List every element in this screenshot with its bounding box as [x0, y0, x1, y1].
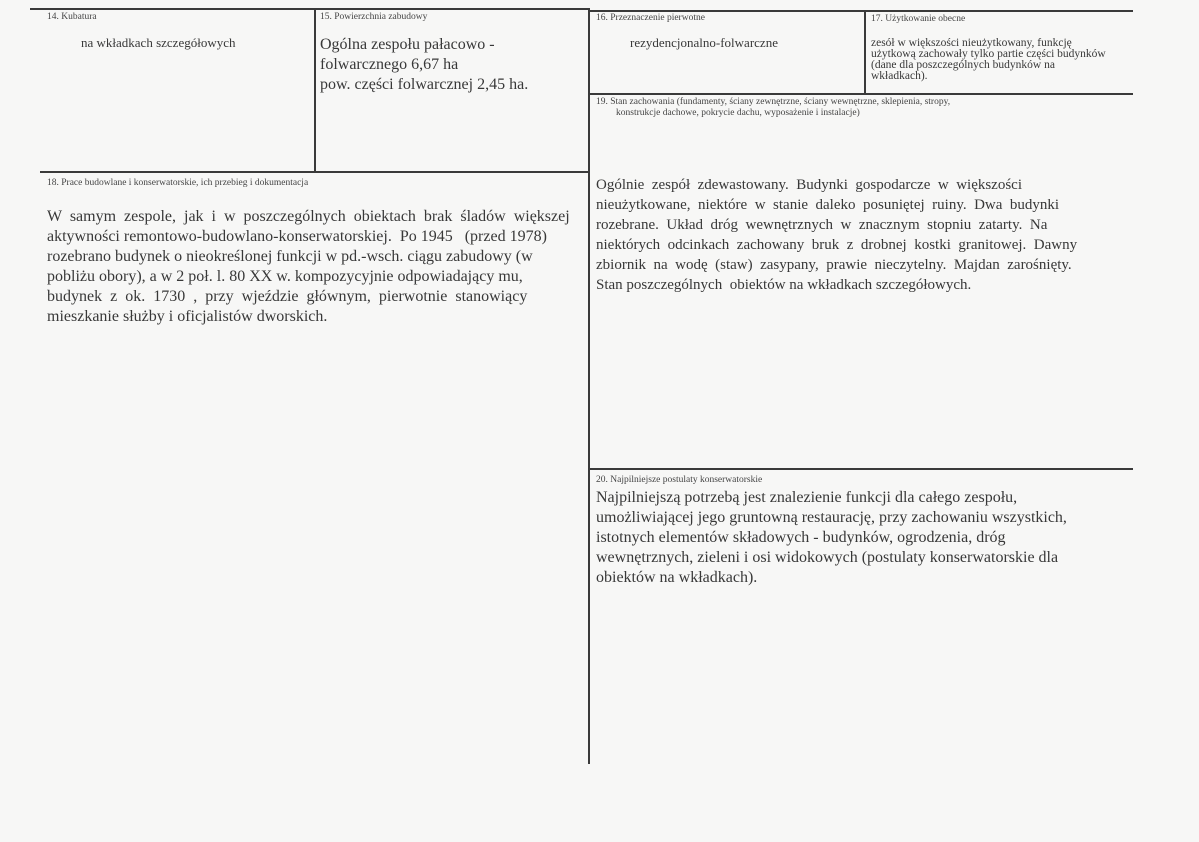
field-15-line: folwarcznego 6,67 ha: [320, 56, 459, 73]
field-19-line: niektórych odcinkach zachowany bruk z drobnej kostki granitowej. Dawny: [596, 237, 1078, 253]
field-16-label: 16. Przeznaczenie pierwotne: [596, 13, 705, 23]
field-19-line: Stan poszczególnych obiektów na wkładkach szczegółowych.: [596, 277, 972, 293]
field-15-powierzchnia: [320, 12, 584, 95]
field-19-stan-zachowania: [596, 97, 1132, 119]
main-vertical-divider: [588, 8, 590, 764]
rule-above-20: [590, 468, 1133, 470]
field-18-line: budynek z ok. 1730 , przy wjeździe głównym, pierwotnie stanowiący: [47, 288, 528, 305]
field-17-line: użytkową zachowały tylko partie części budynków: [871, 48, 1106, 60]
field-20-label: 20. Najpilniejsze postulaty konserwatorskie: [596, 475, 763, 485]
field-18-line: rozebrano budynek o nieokreślonej funkcji w pd.-wsch. ciągu zabudowy (w: [47, 248, 533, 265]
field-14-label: 14. Kubatura: [47, 12, 97, 22]
field-18-line: aktywności remontowo-budowlano-konserwatorskiej. Po 1945 (przed 1978): [47, 228, 547, 245]
field-15-line: pow. części folwarcznej 2,45 ha.: [320, 76, 529, 93]
field-16-value: rezydencjonalno-folwarczne: [630, 35, 778, 50]
top-border-left: [30, 8, 590, 10]
field-16-przeznaczenie: [596, 13, 860, 50]
field-19-line: rozebrane. Układ dróg wewnętrznych w znacznym stopniu zatarty. Na: [596, 217, 1048, 233]
field-18-prace-budowlane: [47, 178, 585, 189]
divider-16-17: [864, 10, 866, 94]
field-15-label: 15. Powierzchnia zabudowy: [320, 12, 428, 22]
field-18-value: [47, 207, 587, 327]
rule-above-19: [590, 93, 1133, 95]
field-14-value: na wkładkach szczegółowych: [81, 35, 236, 50]
field-20-line: wewnętrznych, zieleni i osi widokowych (postulaty konserwatorskie dla: [596, 549, 1059, 566]
field-20-line: umożliwiającej jego gruntowną restaurację, przy zachowaniu wszystkich,: [596, 509, 1067, 526]
field-20-line: obiektów na wkładkach).: [596, 569, 758, 586]
field-20-line: istotnych elementów składowych - budynków, ogrodzenia, dróg: [596, 529, 1006, 546]
field-19-line: nieużytkowane, niektóre w stanie daleko posuniętej ruiny. Dwa budynki: [596, 197, 1060, 213]
field-19-label-line: konstrukcje dachowe, pokrycie dachu, wyposażenie i instalacje): [616, 108, 860, 118]
field-20-value: [596, 488, 1132, 588]
rule-above-18: [40, 171, 590, 173]
divider-14-15: [314, 8, 316, 172]
field-19-line: zbiornik na wodę (staw) zasypany, prawie nieczytelny. Majdan zarośnięty.: [596, 257, 1072, 273]
field-20-line: Najpilniejszą potrzebą jest znalezienie funkcji dla całego zespołu,: [596, 489, 1018, 506]
field-18-line: mieszkanie służby i oficjalistów dworskich.: [47, 308, 328, 325]
field-15-line: Ogólna zespołu pałacowo -: [320, 36, 495, 53]
field-17-line: wkładkach).: [871, 70, 928, 82]
field-18-label: 18. Prace budowlane i konserwatorskie, ich przebieg i dokumentacja: [47, 178, 309, 188]
field-15-value: [320, 35, 584, 95]
field-19-label: [596, 97, 1132, 119]
field-17-line: zesół w większości nieużytkowany, funkcję: [871, 37, 1072, 49]
field-17-uzytkowanie: [871, 14, 1133, 82]
field-19-label-line: 19. Stan zachowania (fundamenty, ściany zewnętrzne, ściany wewnętrzne, sklepienia, stropy,: [596, 97, 951, 107]
field-19-line: Ogólnie zespół zdewastowany. Budynki gospodarcze w większości: [596, 177, 1023, 193]
field-17-line: (dane dla poszczególnych budynków na: [871, 59, 1055, 71]
field-18-line: W samym zespole, jak i w poszczególnych obiektach brak śladów większej: [47, 208, 570, 225]
field-20-postulaty: [596, 475, 1132, 588]
field-17-label: 17. Użytkowanie obecne: [871, 14, 966, 24]
field-14-kubatura: [47, 12, 309, 50]
field-17-value: [871, 38, 1133, 82]
field-18-line: pobliżu obory), a w 2 poł. l. 80 XX w. kompozycyjnie odpowiadający mu,: [47, 268, 523, 285]
field-19-value: [596, 175, 1132, 295]
top-border-right: [590, 10, 1133, 12]
